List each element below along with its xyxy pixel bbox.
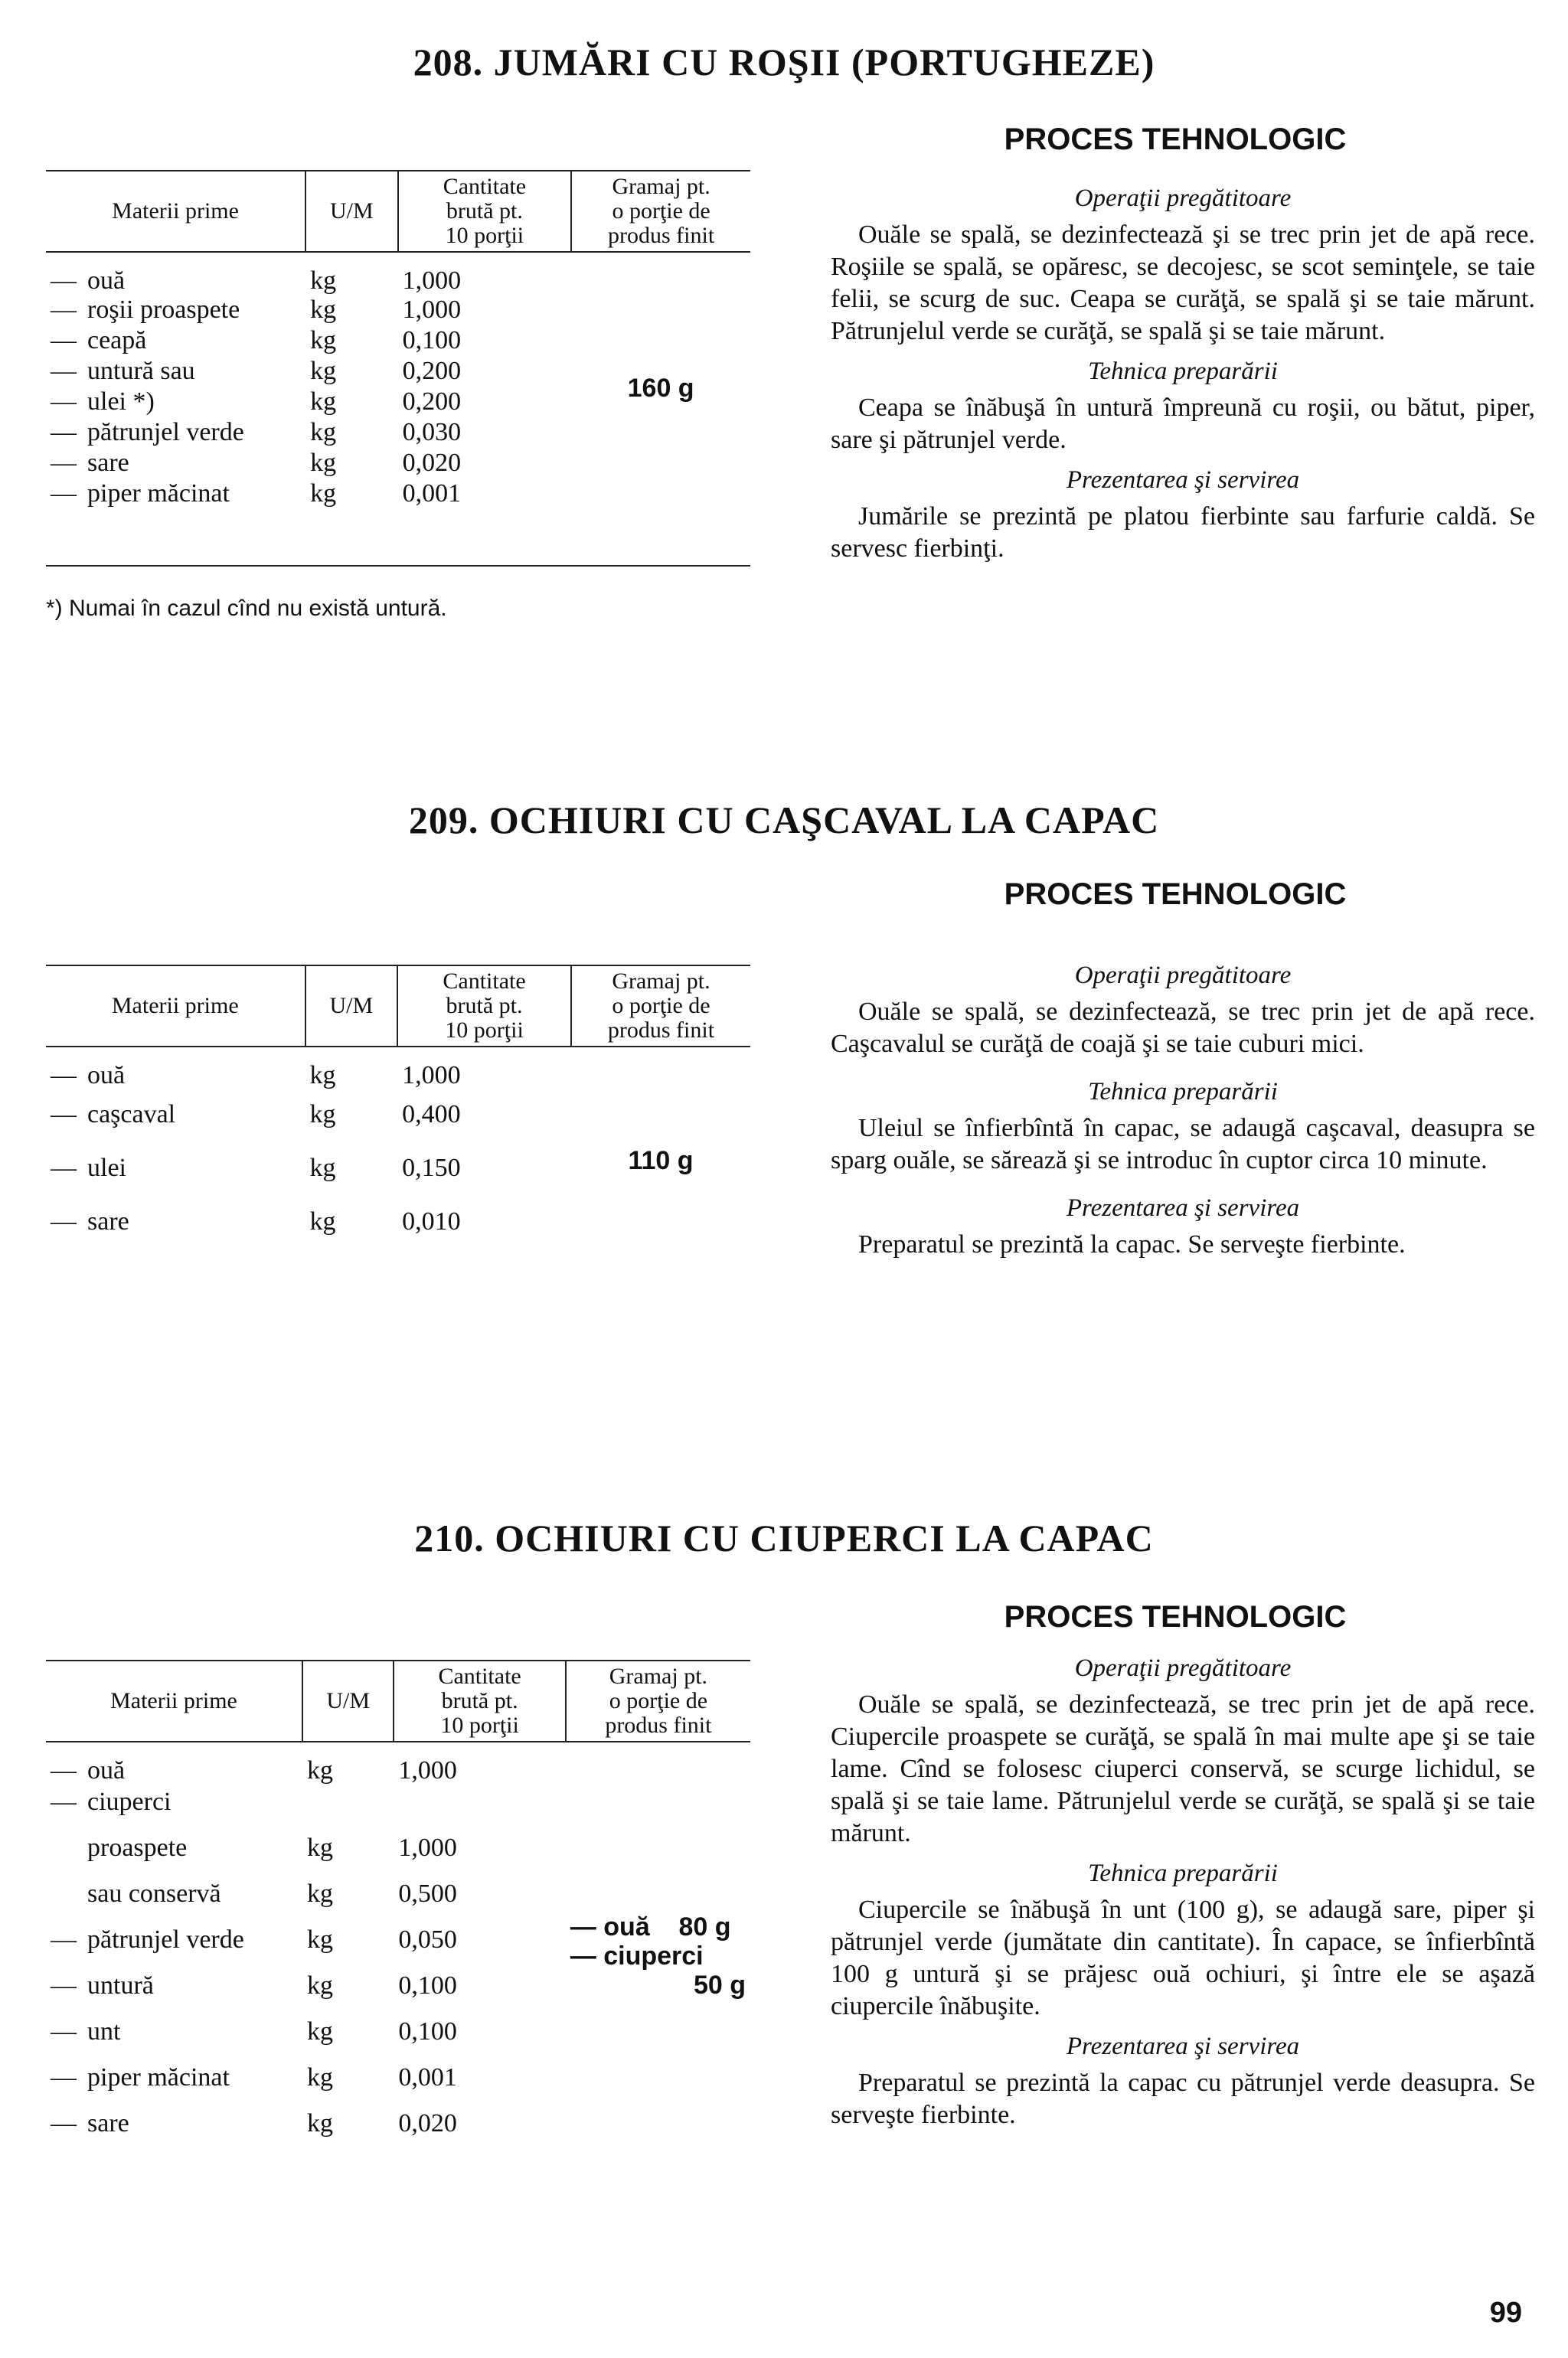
ingredient-um: kg (310, 357, 337, 385)
ingredient-um: kg (309, 1207, 336, 1236)
col-gramaj-header: Gramaj pt. o porţie de produs finit (571, 965, 750, 1047)
section-text: Ouăle se spală, se dezinfectează şi se trec prin jet de apă rece. Roşiile se spală, se opăresc, se decojesc, se scot seminţele, se taie felii, se scurg de suc. Ceapa se curăţă, se spală şi se taie mărunt. Pătrunjelul verde se curăţă, se spală şi se taie mărunt. (831, 220, 1535, 345)
ingredient-um: kg (306, 2017, 333, 2046)
gramaj-value: 110 g (628, 1146, 694, 1175)
ingredient-label: ouă (87, 1061, 126, 1089)
ingredient-qty: 1,000 (402, 296, 462, 324)
ingredient-um: kg (310, 326, 337, 354)
ingredient-um: kg (306, 1834, 333, 1862)
recipe-208-title: 208. JUMĂRI CU ROŞII (PORTUGHEZE) (413, 41, 1155, 83)
dash-marker: — (51, 1154, 77, 1182)
section-heading: Operaţii pregătitoare (1074, 185, 1292, 212)
recipe-209-ingredients-table (46, 965, 750, 1261)
ingredient-um: kg (306, 2109, 333, 2138)
dash-marker: — (51, 326, 77, 354)
dash-marker: — (51, 418, 77, 446)
ingredient-label: untură sau (87, 357, 195, 385)
dash-marker: — (51, 1100, 77, 1128)
ingredient-label: unt (87, 2017, 121, 2046)
dash-marker: — (51, 1925, 77, 1954)
gramaj-line: — ouă 80 g (570, 1912, 731, 1942)
section-heading: Operaţii pregătitoare (1074, 1654, 1292, 1682)
recipe-208-ingredients-table (46, 170, 750, 510)
ingredient-label: ulei (87, 1154, 126, 1182)
ingredient-label: sare (87, 2109, 129, 2138)
recipe-210-process-text (831, 1646, 1535, 2139)
ingredient-label: untură (87, 1971, 154, 2000)
col-materii-header: Materii prime (46, 965, 305, 1047)
recipe-210-title: 210. OCHIURI CU CIUPERCI LA CAPAC (414, 1517, 1154, 1559)
dash-marker: — (51, 2109, 77, 2138)
gramaj-line: 50 g (693, 1970, 746, 2000)
ingredient-name (46, 357, 305, 387)
ingredient-qty: 0,020 (402, 449, 462, 477)
col-cantitate-header: Cantitate brută pt. 10 porţii (397, 965, 571, 1047)
ingredient-um: kg (310, 296, 337, 324)
col-cantitate-header: Cantitate brută pt. 10 porţii (394, 1661, 565, 1742)
dash-marker: — (51, 1756, 77, 1785)
gramaj-value (566, 1742, 750, 2155)
recipe-209-proc-heading: PROCES TEHNOLOGIC (1004, 877, 1347, 911)
ingredient-um: kg (306, 2063, 333, 2092)
section-heading: Prezentarea şi servirea (1066, 2033, 1300, 2060)
ingredient-um: kg (310, 418, 337, 446)
ingredient-row (46, 1742, 750, 1788)
ingredient-name (46, 1100, 305, 1154)
ingredient-name (46, 252, 305, 296)
recipe-209-process-text (831, 953, 1535, 1269)
ingredient-name (46, 418, 305, 449)
dash-marker: — (51, 449, 77, 477)
dash-marker: — (51, 479, 77, 508)
dash-marker: — (51, 1061, 77, 1089)
col-gramaj-header: Gramaj pt. o porţie de produs finit (571, 171, 750, 252)
section-text: Ciupercile se înăbuşă în unt (100 g), se adaugă sare, piper şi pătrunjel verde (jumătate din cantitate). În capace, se înfierbîntă 100 g untură şi se prăjesc ouă ochiuri, şi între ele se aşază ciupercile înăbuşite. (831, 1896, 1535, 2020)
ingredient-label: ceapă (87, 326, 147, 354)
ingredient-label: ulei *) (87, 387, 155, 416)
col-gramaj-header: Gramaj pt. o porţie de produs finit (566, 1661, 750, 1742)
dash-marker: — (51, 387, 77, 416)
ingredient-um: kg (310, 387, 337, 416)
ingredient-qty: 0,001 (398, 2063, 457, 2092)
dash-marker: — (51, 1971, 77, 2000)
dash-marker: — (51, 357, 77, 385)
ingredient-qty: 0,100 (398, 2017, 457, 2046)
ingredient-name (46, 2017, 302, 2063)
ingredient-label: sau conservă (87, 1880, 221, 1908)
ingredient-qty: 0,010 (402, 1207, 461, 1236)
ingredient-name (46, 326, 305, 357)
col-um-header: U/M (305, 171, 397, 252)
section-text: Jumările se prezintă pe platou fierbinte sau farfurie caldă. Se servesc fierbinţi. (831, 502, 1535, 563)
ingredient-um: kg (310, 449, 337, 477)
ingredient-label: sare (87, 1207, 129, 1236)
ingredient-name (46, 1971, 302, 2017)
ingredient-qty: 0,001 (402, 479, 462, 508)
ingredient-name (46, 1207, 305, 1261)
ingredient-um: kg (309, 1100, 336, 1128)
ingredient-name (46, 1834, 302, 1880)
dash-marker: — (51, 1788, 77, 1816)
ingredient-label: piper măcinat (87, 2063, 230, 2092)
ingredient-row (46, 252, 750, 296)
section-heading: Prezentarea şi servirea (1066, 1194, 1300, 1222)
ingredient-um: kg (306, 1971, 333, 2000)
ingredient-name (46, 1880, 302, 1925)
section-heading: Tehnica preparării (1088, 358, 1278, 385)
recipe-208-bottom-rule (46, 565, 750, 567)
ingredient-qty (394, 1788, 565, 1834)
ingredient-um (302, 1788, 394, 1834)
ingredient-qty: 0,400 (402, 1100, 461, 1128)
dash-marker: — (51, 1207, 77, 1236)
ingredient-label: proaspete (87, 1834, 188, 1862)
dash-marker: — (51, 2063, 77, 2092)
section-text: Ouăle se spală, se dezinfectează, se trec prin jet de apă rece. Caşcavalul se curăţă de coajă şi se taie cuburi mici. (831, 998, 1535, 1058)
dash-marker: — (51, 2017, 77, 2046)
ingredient-qty: 0,200 (402, 387, 462, 416)
ingredient-qty: 0,150 (402, 1154, 461, 1182)
ingredient-row (46, 1047, 750, 1100)
ingredient-qty: 1,000 (398, 1756, 457, 1785)
ingredient-um: kg (309, 1154, 336, 1182)
section-text: Preparatul se prezintă la capac. Se serveşte fierbinte. (858, 1230, 1406, 1259)
section-heading: Prezentarea şi servirea (1066, 466, 1300, 494)
ingredient-um: kg (306, 1880, 333, 1908)
ingredient-label: sare (87, 449, 129, 477)
section-heading: Tehnica preparării (1088, 1078, 1278, 1106)
section-heading: Tehnica preparării (1088, 1860, 1278, 1887)
ingredient-qty: 0,100 (402, 326, 462, 354)
page-number: 99 (1489, 2297, 1522, 2329)
ingredient-qty: 1,000 (398, 1834, 457, 1862)
section-heading: Operaţii pregătitoare (1074, 962, 1292, 989)
ingredient-label: pătrunjel verde (87, 418, 244, 446)
ingredient-label: ouă (87, 266, 126, 295)
ingredient-label: caşcaval (87, 1100, 176, 1128)
ingredient-um: kg (310, 479, 337, 508)
ingredient-um: kg (309, 1061, 336, 1089)
ingredient-name (46, 296, 305, 326)
col-materii-header: Materii prime (46, 171, 305, 252)
ingredient-um: kg (310, 266, 337, 295)
recipe-208-footnote: *) Numai în cazul cînd nu există untură. (46, 596, 447, 621)
ingredient-qty: 0,200 (402, 357, 462, 385)
ingredient-name (46, 1154, 305, 1207)
ingredient-qty: 0,030 (402, 418, 462, 446)
recipe-210-proc-heading: PROCES TEHNOLOGIC (1004, 1600, 1347, 1634)
ingredient-name (46, 2063, 302, 2109)
ingredient-label: roşii proaspete (87, 296, 240, 324)
recipe-208-proc-heading: PROCES TEHNOLOGIC (1004, 122, 1347, 156)
recipe-209-title: 209. OCHIURI CU CAŞCAVAL LA CAPAC (408, 799, 1160, 841)
col-um-header: U/M (302, 1661, 394, 1742)
ingredient-name (46, 2109, 302, 2155)
ingredient-label: pătrunjel verde (87, 1925, 244, 1954)
dash-marker: — (51, 266, 77, 295)
section-text: Ceapa se înăbuşă în untură împreună cu roşii, ou bătut, piper, sare şi pătrunjel verde. (831, 394, 1535, 454)
section-text: Ouăle se spală, se dezinfectează, se trec prin jet de apă rece. Ciupercile proaspete se curăţă, se spală în mai multe ape şi se taie lame. Cînd se folosesc ciuperci conservă, se scurge lichidul, se spală şi se taie lame. Pătrunjelul verde se curăţă, se spală şi se taie mărunt. (831, 1690, 1535, 1847)
ingredient-um: kg (306, 1756, 333, 1785)
gramaj-value: 160 g (627, 373, 694, 403)
ingredient-qty: 0,050 (398, 1925, 457, 1954)
ingredient-name (46, 1925, 302, 1971)
col-cantitate-header: Cantitate brută pt. 10 porţii (398, 171, 572, 252)
ingredient-um: kg (306, 1925, 333, 1954)
dash-marker: — (51, 296, 77, 324)
col-materii-header: Materii prime (46, 1661, 302, 1742)
ingredient-name (46, 479, 305, 510)
gramaj-line: — ciuperci (570, 1941, 704, 1971)
ingredient-name (46, 1047, 305, 1100)
ingredient-name (46, 1788, 302, 1834)
recipe-210-ingredients-table (46, 1660, 750, 2155)
ingredient-qty: 0,100 (398, 1971, 457, 2000)
ingredient-label: ciuperci (87, 1788, 172, 1816)
ingredient-name (46, 1742, 302, 1788)
ingredient-name (46, 449, 305, 479)
ingredient-qty: 0,020 (398, 2109, 457, 2138)
ingredient-qty: 0,500 (398, 1880, 457, 1908)
recipe-208-process-text (831, 176, 1535, 573)
ingredient-qty: 1,000 (402, 266, 462, 295)
ingredient-label: ouă (87, 1756, 126, 1785)
ingredient-name (46, 387, 305, 418)
col-um-header: U/M (305, 965, 398, 1047)
ingredient-label: piper măcinat (87, 479, 230, 508)
section-text: Preparatul se prezintă la capac cu pătrunjel verde deasupra. Se serveşte fierbinte. (831, 2069, 1535, 2129)
ingredient-qty: 1,000 (402, 1061, 461, 1089)
section-text: Uleiul se înfierbîntă în capac, se adaugă caşcaval, deasupra se sparg ouăle, se sărează şi se introduc în cuptor circa 10 minute. (831, 1114, 1535, 1174)
